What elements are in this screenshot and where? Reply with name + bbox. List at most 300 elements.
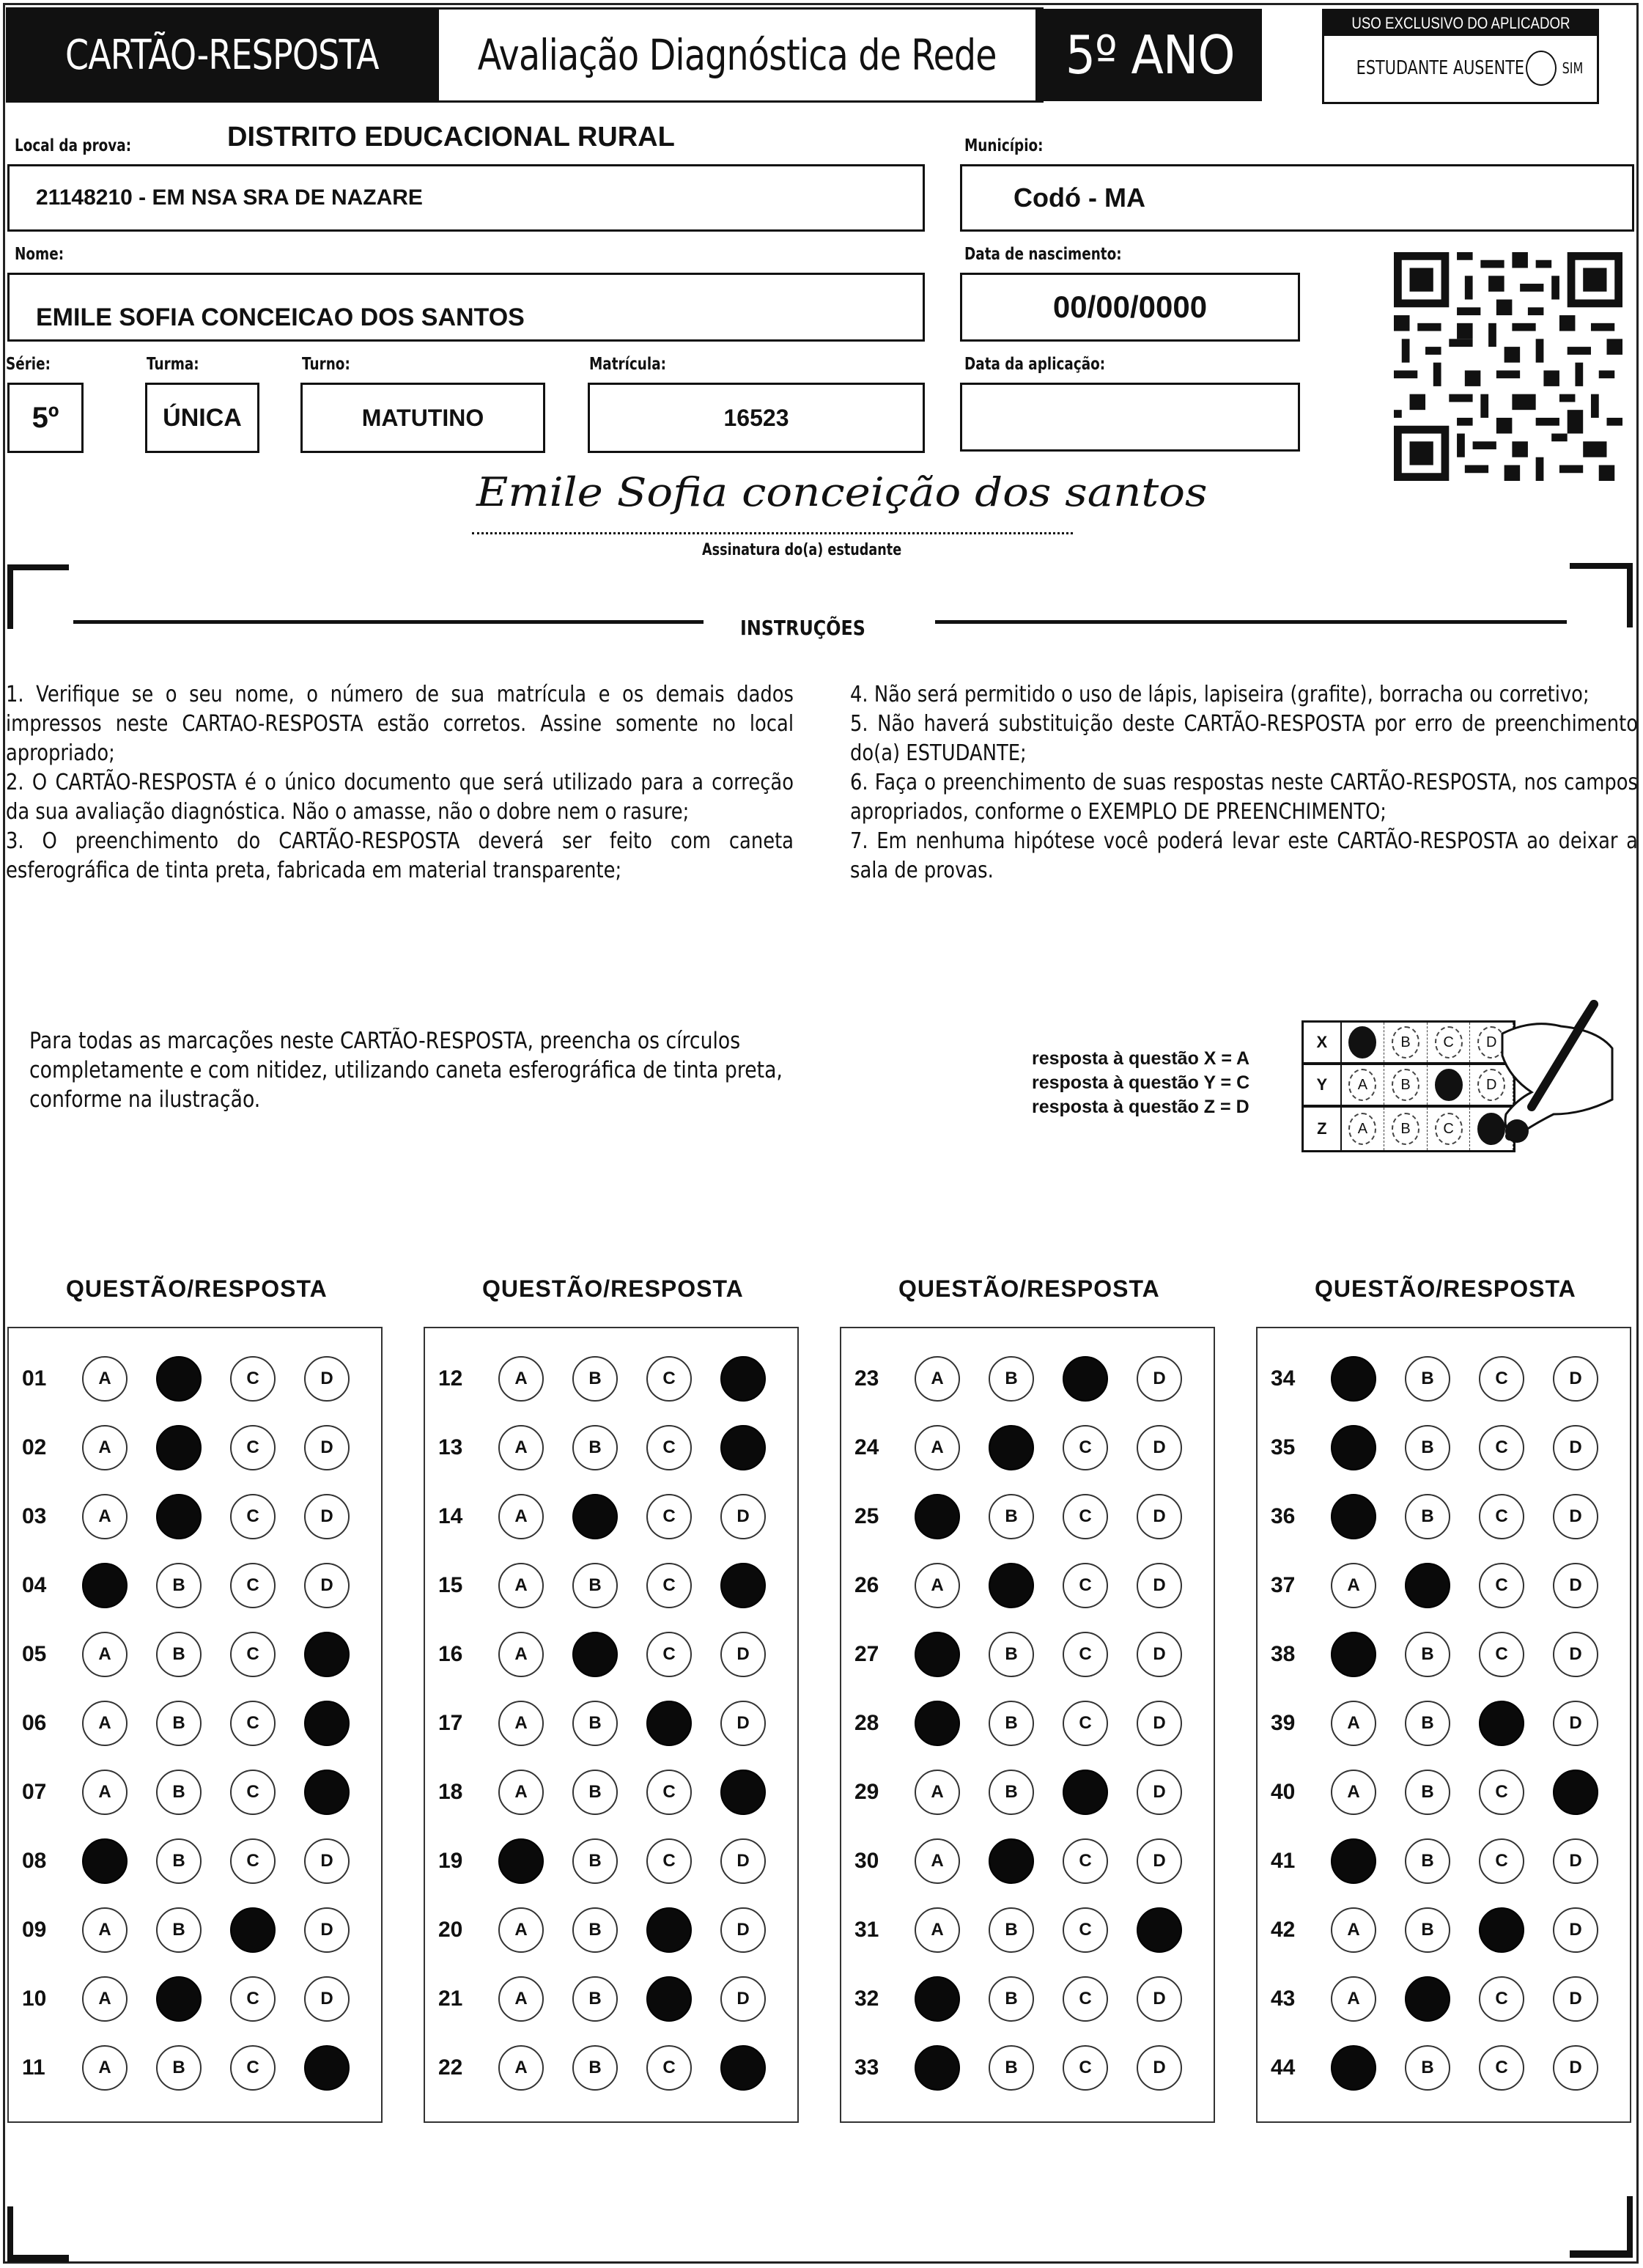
matricula-label: Matrícula: xyxy=(589,355,666,374)
answer-bubble[interactable]: D xyxy=(304,1563,350,1608)
answer-bubble[interactable]: C xyxy=(230,1632,276,1677)
answer-bubble[interactable]: A xyxy=(1331,1907,1376,1953)
answer-bubble-filled[interactable] xyxy=(304,1701,350,1746)
answer-bubble[interactable]: D xyxy=(1553,1838,1598,1884)
answer-bubble[interactable]: D xyxy=(304,1356,350,1402)
answer-bubble[interactable]: C xyxy=(230,1425,276,1470)
signature-caption: Assinatura do(a) estudante xyxy=(702,541,902,559)
answer-bubble[interactable]: D xyxy=(304,1907,350,1953)
answer-bubble[interactable]: B xyxy=(989,1356,1034,1402)
answer-bubble[interactable]: D xyxy=(304,1425,350,1470)
answer-bubble[interactable]: A xyxy=(82,1356,128,1402)
question-number: 24 xyxy=(854,1435,879,1459)
answer-bubble-filled[interactable] xyxy=(1063,1770,1108,1815)
answer-bubble-filled[interactable] xyxy=(304,2045,350,2091)
example-bubble: C xyxy=(1435,1113,1463,1145)
answer-bubble[interactable]: C xyxy=(1479,2045,1524,2091)
question-number: 25 xyxy=(854,1504,879,1528)
example-cell xyxy=(1342,1023,1385,1062)
answer-bubble[interactable]: D xyxy=(1553,1976,1598,2022)
instruction-item: 7. Em nenhuma hipótese você poderá levar este CARTÃO-RESPOSTA ao deixar a sala de provas. xyxy=(850,828,1638,883)
question-row xyxy=(425,1632,797,1676)
answer-bubble[interactable]: A xyxy=(498,1632,544,1677)
question-row xyxy=(425,1908,797,1952)
answer-bubble[interactable]: C xyxy=(1063,1701,1108,1746)
question-number: 10 xyxy=(22,1987,47,2011)
answer-bubble[interactable]: A xyxy=(915,1907,960,1953)
answer-bubble[interactable]: A xyxy=(82,1770,128,1815)
question-number: 03 xyxy=(22,1504,47,1528)
answer-bubble-filled[interactable] xyxy=(720,2045,766,2091)
answer-bubble[interactable]: D xyxy=(1137,1770,1182,1815)
question-number: 44 xyxy=(1271,2055,1296,2080)
answer-bubble[interactable]: B xyxy=(572,1907,618,1953)
answer-bubble[interactable]: B xyxy=(989,1976,1034,2022)
answer-bubble-filled[interactable] xyxy=(915,1701,960,1746)
answer-column-1 xyxy=(7,1327,383,2123)
answer-bubble[interactable]: C xyxy=(1479,1632,1524,1677)
answer-bubble[interactable]: D xyxy=(1137,1494,1182,1539)
absent-row xyxy=(1324,36,1597,100)
question-number: 32 xyxy=(854,1987,879,2011)
answer-bubble-filled[interactable] xyxy=(1479,1907,1524,1953)
question-row xyxy=(841,1632,1214,1676)
answer-bubble-filled[interactable] xyxy=(498,1838,544,1884)
answer-bubble[interactable]: A xyxy=(498,1356,544,1402)
grade-badge: 5º ANO xyxy=(1065,24,1235,86)
answer-bubble[interactable]: D xyxy=(720,1701,766,1746)
applicator-title-bar xyxy=(1324,11,1597,36)
corner-mark-tl-h xyxy=(7,564,69,570)
answer-bubble[interactable]: C xyxy=(1063,1494,1108,1539)
answer-bubble[interactable]: B xyxy=(1405,1356,1450,1402)
answer-bubble-filled[interactable] xyxy=(915,2045,960,2091)
answer-bubble-filled[interactable] xyxy=(1331,1632,1376,1677)
answer-bubble[interactable]: B xyxy=(1405,1632,1450,1677)
question-number: 20 xyxy=(438,1918,463,1942)
answer-bubble[interactable]: C xyxy=(646,1838,692,1884)
instructions-right-text xyxy=(850,680,1638,886)
example-bubble: A xyxy=(1348,1113,1376,1145)
answer-bubble[interactable]: A xyxy=(82,1701,128,1746)
answer-bubble[interactable]: C xyxy=(646,1770,692,1815)
answer-bubble[interactable]: B xyxy=(572,1701,618,1746)
municipio-label: Município: xyxy=(964,136,1044,155)
nascimento-field xyxy=(960,273,1300,342)
question-number: 29 xyxy=(854,1780,879,1804)
answer-bubble[interactable]: C xyxy=(1063,2045,1108,2091)
answer-bubble[interactable]: D xyxy=(1137,2045,1182,2091)
answer-bubble[interactable]: C xyxy=(1479,1976,1524,2022)
answer-bubble[interactable]: B xyxy=(1405,2045,1450,2091)
card-label: CARTÃO-RESPOSTA xyxy=(65,31,379,79)
answer-bubble-filled[interactable] xyxy=(1479,1701,1524,1746)
answer-bubble[interactable]: C xyxy=(230,1494,276,1539)
answer-bubble[interactable]: B xyxy=(572,1838,618,1884)
answer-bubble[interactable]: C xyxy=(1479,1563,1524,1608)
answer-bubble[interactable]: B xyxy=(156,1838,202,1884)
answer-bubble-filled[interactable] xyxy=(1331,1494,1376,1539)
question-row xyxy=(1258,1632,1630,1676)
answer-bubble[interactable]: C xyxy=(1479,1494,1524,1539)
answer-bubble-filled[interactable] xyxy=(646,1907,692,1953)
question-row xyxy=(1258,1564,1630,1608)
example-cell xyxy=(1384,1065,1428,1105)
question-row xyxy=(841,1357,1214,1401)
question-row xyxy=(9,1632,381,1676)
answer-bubble-filled[interactable] xyxy=(720,1356,766,1402)
answer-bubble[interactable]: B xyxy=(572,2045,618,2091)
answer-bubble[interactable]: B xyxy=(572,1976,618,2022)
answer-bubble[interactable]: A xyxy=(82,1425,128,1470)
question-number: 36 xyxy=(1271,1504,1296,1528)
question-row xyxy=(9,1564,381,1608)
signature-area[interactable] xyxy=(469,469,1319,542)
example-bubble: B xyxy=(1392,1069,1419,1101)
answer-bubble-filled[interactable] xyxy=(989,1838,1034,1884)
answer-bubble-filled[interactable] xyxy=(646,1976,692,2022)
example-row-label: X xyxy=(1304,1023,1342,1062)
question-number: 37 xyxy=(1271,1573,1296,1597)
corner-mark-br-h xyxy=(1570,2250,1633,2258)
answer-bubble[interactable]: D xyxy=(1553,1563,1598,1608)
question-row xyxy=(9,1977,381,2021)
answer-bubble[interactable]: B xyxy=(572,1356,618,1402)
answer-bubble-filled[interactable] xyxy=(915,1494,960,1539)
question-row xyxy=(1258,1426,1630,1470)
answer-bubble[interactable]: D xyxy=(1137,1701,1182,1746)
answer-bubble[interactable]: C xyxy=(230,2045,276,2091)
answer-bubble[interactable]: B xyxy=(572,1770,618,1815)
answer-bubble[interactable]: D xyxy=(304,1976,350,2022)
question-row xyxy=(9,1357,381,1401)
corner-mark-tl-v xyxy=(7,564,13,629)
question-number: 23 xyxy=(854,1366,879,1391)
question-number: 16 xyxy=(438,1642,463,1666)
nome-label: Nome: xyxy=(15,245,64,264)
question-row xyxy=(425,1426,797,1470)
answer-bubble[interactable]: D xyxy=(1137,1632,1182,1677)
answer-bubble[interactable]: D xyxy=(1553,1632,1598,1677)
answer-bubble[interactable]: A xyxy=(1331,1563,1376,1608)
answer-bubble-filled[interactable] xyxy=(720,1563,766,1608)
answer-bubble-filled[interactable] xyxy=(1331,1425,1376,1470)
nome-value: EMILE SOFIA CONCEICAO DOS SANTOS xyxy=(36,303,525,331)
example-bubble: D xyxy=(1477,1026,1505,1058)
question-row xyxy=(9,1495,381,1539)
municipio-value: Codó - MA xyxy=(1014,183,1145,213)
answer-bubble-filled[interactable] xyxy=(1553,1770,1598,1815)
answer-bubble[interactable]: B xyxy=(156,1770,202,1815)
signature-handwriting: Emile Sofia conceição dos santos xyxy=(476,469,1208,515)
answer-bubble-filled[interactable] xyxy=(82,1563,128,1608)
example-row xyxy=(1304,1108,1513,1150)
answer-bubble[interactable]: C xyxy=(1063,1838,1108,1884)
answer-bubble[interactable]: B xyxy=(572,1563,618,1608)
answer-bubble[interactable]: D xyxy=(1137,1563,1182,1608)
question-number: 14 xyxy=(438,1504,463,1528)
question-number: 34 xyxy=(1271,1366,1296,1391)
answer-bubble-filled[interactable] xyxy=(989,1425,1034,1470)
answer-bubble[interactable]: B xyxy=(156,1907,202,1953)
question-row xyxy=(1258,1495,1630,1539)
answer-bubble[interactable]: B xyxy=(156,1701,202,1746)
answer-bubble-filled[interactable] xyxy=(156,1356,202,1402)
hand-pen-icon xyxy=(1488,997,1620,1151)
example-row-label: Y xyxy=(1304,1065,1342,1105)
answer-bubble[interactable]: C xyxy=(1063,1907,1108,1953)
answer-bubble[interactable]: C xyxy=(230,1701,276,1746)
answer-bubble-filled[interactable] xyxy=(230,1907,276,1953)
answer-bubble[interactable]: B xyxy=(156,2045,202,2091)
answer-bubble[interactable]: A xyxy=(82,1632,128,1677)
question-row xyxy=(9,2046,381,2090)
answer-bubble[interactable]: D xyxy=(1137,1425,1182,1470)
answer-bubble[interactable]: D xyxy=(1553,1701,1598,1746)
answer-bubble[interactable]: A xyxy=(498,1701,544,1746)
absent-checkbox[interactable] xyxy=(1526,51,1557,86)
answer-bubble[interactable]: A xyxy=(1331,1976,1376,2022)
question-row xyxy=(1258,1977,1630,2021)
example-bubble: D xyxy=(1477,1069,1505,1101)
answer-bubble[interactable]: A xyxy=(498,1976,544,2022)
answer-bubble[interactable]: C xyxy=(646,1356,692,1402)
instructions-right xyxy=(850,680,1643,886)
example-legend-item: resposta à questão Z = D xyxy=(1032,1097,1249,1117)
example-cell xyxy=(1428,1023,1471,1062)
answer-bubble[interactable]: D xyxy=(1553,1907,1598,1953)
answer-bubble-filled[interactable] xyxy=(304,1632,350,1677)
answer-column-4 xyxy=(1256,1327,1631,2123)
answer-bubble[interactable]: C xyxy=(1479,1838,1524,1884)
question-row xyxy=(425,1357,797,1401)
question-row xyxy=(1258,1839,1630,1883)
answer-bubble-filled[interactable] xyxy=(1063,1356,1108,1402)
question-number: 26 xyxy=(854,1573,879,1597)
question-number: 04 xyxy=(22,1573,47,1597)
answer-bubble[interactable]: A xyxy=(82,1976,128,2022)
answer-bubble[interactable]: A xyxy=(915,1770,960,1815)
answer-bubble[interactable]: B xyxy=(989,1770,1034,1815)
question-number: 19 xyxy=(438,1849,463,1873)
local-field xyxy=(7,164,925,232)
example-cell xyxy=(1342,1108,1385,1150)
answer-bubble[interactable]: D xyxy=(1553,1356,1598,1402)
question-number: 17 xyxy=(438,1711,463,1735)
answer-bubble-filled[interactable] xyxy=(1331,1838,1376,1884)
answer-bubble-filled[interactable] xyxy=(304,1770,350,1815)
instructions-rule-right xyxy=(935,620,1567,624)
question-row xyxy=(1258,1701,1630,1745)
answer-bubble-filled[interactable] xyxy=(572,1494,618,1539)
answer-bubble[interactable]: A xyxy=(498,1770,544,1815)
question-number: 35 xyxy=(1271,1435,1296,1459)
corner-mark-tr-v xyxy=(1627,563,1633,627)
matricula-value: 16523 xyxy=(723,404,789,431)
example-row xyxy=(1304,1065,1513,1108)
answer-bubble[interactable]: B xyxy=(156,1632,202,1677)
example-bubble-filled xyxy=(1348,1026,1376,1058)
answer-bubble-filled[interactable] xyxy=(915,1976,960,2022)
answer-bubble[interactable]: B xyxy=(989,1494,1034,1539)
answer-bubble[interactable]: B xyxy=(989,1632,1034,1677)
answer-bubble[interactable]: A xyxy=(82,2045,128,2091)
answer-bubble[interactable]: B xyxy=(989,2045,1034,2091)
district-name: DISTRITO EDUCACIONAL RURAL xyxy=(227,122,675,152)
answer-bubble-filled[interactable] xyxy=(156,1425,202,1470)
answer-bubble[interactable]: B xyxy=(989,1701,1034,1746)
instructions-title: INSTRUÇÕES xyxy=(740,616,865,640)
answer-bubble[interactable]: A xyxy=(498,1494,544,1539)
answer-bubble[interactable]: D xyxy=(1137,1838,1182,1884)
question-number: 13 xyxy=(438,1435,463,1459)
answer-bubble[interactable]: C xyxy=(1479,1425,1524,1470)
answer-bubble[interactable]: C xyxy=(646,1563,692,1608)
absent-label: ESTUDANTE AUSENTE xyxy=(1356,57,1524,79)
question-row xyxy=(841,1564,1214,1608)
example-cell xyxy=(1428,1065,1471,1105)
nome-field xyxy=(7,273,925,342)
applicator-box xyxy=(1322,9,1599,104)
aplicacao-field[interactable] xyxy=(960,383,1300,452)
turma-label: Turma: xyxy=(147,355,199,374)
answer-bubble[interactable]: D xyxy=(720,1632,766,1677)
serie-label: Série: xyxy=(6,355,51,374)
question-row xyxy=(9,1770,381,1814)
answer-bubble-filled[interactable] xyxy=(1331,1356,1376,1402)
answer-bubble[interactable]: D xyxy=(1553,1425,1598,1470)
answer-bubble[interactable]: C xyxy=(646,1632,692,1677)
answer-bubble[interactable]: D xyxy=(720,1838,766,1884)
answer-bubble[interactable]: B xyxy=(989,1907,1034,1953)
answer-bubble-filled[interactable] xyxy=(646,1701,692,1746)
answer-bubble-filled[interactable] xyxy=(720,1425,766,1470)
answer-bubble[interactable]: C xyxy=(646,2045,692,2091)
question-row xyxy=(841,1701,1214,1745)
answer-bubble[interactable]: B xyxy=(1405,1838,1450,1884)
corner-mark-br-v xyxy=(1627,2196,1633,2255)
answer-bubble[interactable]: D xyxy=(720,1494,766,1539)
answer-bubble[interactable]: A xyxy=(915,1356,960,1402)
answer-bubble[interactable]: D xyxy=(1137,1976,1182,2022)
answer-bubble[interactable]: D xyxy=(1553,2045,1598,2091)
question-number: 33 xyxy=(854,2055,879,2080)
column-header: QUESTÃO/RESPOSTA xyxy=(898,1275,1160,1302)
answer-bubble[interactable]: A xyxy=(1331,1701,1376,1746)
answer-bubble[interactable]: C xyxy=(1479,1356,1524,1402)
answer-bubble[interactable]: B xyxy=(156,1563,202,1608)
answer-bubble-filled[interactable] xyxy=(572,1632,618,1677)
question-number: 05 xyxy=(22,1642,47,1666)
question-number: 12 xyxy=(438,1366,463,1391)
example-cell xyxy=(1384,1108,1428,1150)
answer-bubble[interactable]: B xyxy=(1405,1425,1450,1470)
answer-bubble[interactable]: B xyxy=(1405,1494,1450,1539)
answer-bubble[interactable]: A xyxy=(915,1838,960,1884)
answer-bubble-filled[interactable] xyxy=(156,1494,202,1539)
question-number: 41 xyxy=(1271,1849,1296,1873)
instruction-item: 6. Faça o preenchimento de suas respostas neste CARTÃO-RESPOSTA, nos campos apropriados, conforme o EXEMPLO DE PREENCHIMENTO; xyxy=(850,770,1638,825)
answer-bubble[interactable]: B xyxy=(1405,1907,1450,1953)
answer-bubble[interactable]: A xyxy=(82,1907,128,1953)
answer-bubble-filled[interactable] xyxy=(1405,1563,1450,1608)
answer-bubble[interactable]: A xyxy=(82,1494,128,1539)
answer-bubble[interactable]: C xyxy=(1063,1632,1108,1677)
answer-bubble[interactable]: D xyxy=(720,1907,766,1953)
question-row xyxy=(841,1770,1214,1814)
municipio-field xyxy=(960,164,1634,232)
answer-bubble[interactable]: C xyxy=(1063,1425,1108,1470)
answer-bubble[interactable]: C xyxy=(646,1425,692,1470)
answer-bubble[interactable]: C xyxy=(230,1356,276,1402)
answer-bubble[interactable]: C xyxy=(230,1770,276,1815)
answer-bubble-filled[interactable] xyxy=(156,1976,202,2022)
example-bubble: C xyxy=(1435,1026,1463,1058)
answer-bubble[interactable]: D xyxy=(304,1838,350,1884)
serie-field xyxy=(7,383,84,453)
answer-bubble[interactable]: C xyxy=(230,1976,276,2022)
answer-bubble[interactable]: D xyxy=(1137,1356,1182,1402)
question-number: 07 xyxy=(22,1780,47,1804)
answer-bubble[interactable]: C xyxy=(230,1838,276,1884)
answer-bubble[interactable]: A xyxy=(498,1425,544,1470)
answer-bubble[interactable]: C xyxy=(646,1494,692,1539)
answer-bubble[interactable]: B xyxy=(572,1425,618,1470)
answer-bubble[interactable]: A xyxy=(915,1563,960,1608)
question-number: 08 xyxy=(22,1849,47,1873)
answer-bubble[interactable]: B xyxy=(1405,1701,1450,1746)
answer-bubble[interactable]: D xyxy=(304,1494,350,1539)
answer-bubble[interactable]: C xyxy=(230,1563,276,1608)
answer-bubble[interactable]: B xyxy=(1405,1770,1450,1815)
turno-label: Turno: xyxy=(302,355,350,374)
answer-bubble[interactable]: A xyxy=(915,1425,960,1470)
question-row xyxy=(841,1495,1214,1539)
question-row xyxy=(425,2046,797,2090)
answer-bubble[interactable]: D xyxy=(720,1976,766,2022)
turma-field xyxy=(145,383,259,453)
answer-bubble[interactable]: A xyxy=(1331,1770,1376,1815)
turno-field xyxy=(300,383,545,453)
answer-bubble[interactable]: C xyxy=(1063,1563,1108,1608)
instruction-item: 5. Não haverá substituição deste CARTÃO-RESPOSTA por erro de preenchimento do(a) ESTUDANTE; xyxy=(850,711,1638,766)
answer-bubble[interactable]: A xyxy=(498,1907,544,1953)
serie-value: 5º xyxy=(32,401,59,434)
example-instruction xyxy=(29,1026,967,1114)
answer-bubble-filled[interactable] xyxy=(1405,1976,1450,2022)
answer-bubble[interactable]: A xyxy=(498,1563,544,1608)
question-number: 30 xyxy=(854,1849,879,1873)
answer-bubble-filled[interactable] xyxy=(1137,1907,1182,1953)
question-number: 39 xyxy=(1271,1711,1296,1735)
answer-bubble-filled[interactable] xyxy=(1331,2045,1376,2091)
example-cell xyxy=(1384,1023,1428,1062)
answer-bubble-filled[interactable] xyxy=(915,1632,960,1677)
answer-bubble[interactable]: C xyxy=(1479,1770,1524,1815)
answer-bubble-filled[interactable] xyxy=(82,1838,128,1884)
question-number: 31 xyxy=(854,1918,879,1942)
answer-bubble[interactable]: A xyxy=(498,2045,544,2091)
answer-bubble[interactable]: D xyxy=(1553,1494,1598,1539)
question-row xyxy=(425,1839,797,1883)
nascimento-value: 00/00/0000 xyxy=(1052,290,1208,324)
answer-bubble-filled[interactable] xyxy=(989,1563,1034,1608)
answer-bubble-filled[interactable] xyxy=(720,1770,766,1815)
signature-line xyxy=(472,532,1073,534)
answer-bubble[interactable]: C xyxy=(1063,1976,1108,2022)
question-number: 22 xyxy=(438,2055,463,2080)
answer-column-3 xyxy=(840,1327,1215,2123)
